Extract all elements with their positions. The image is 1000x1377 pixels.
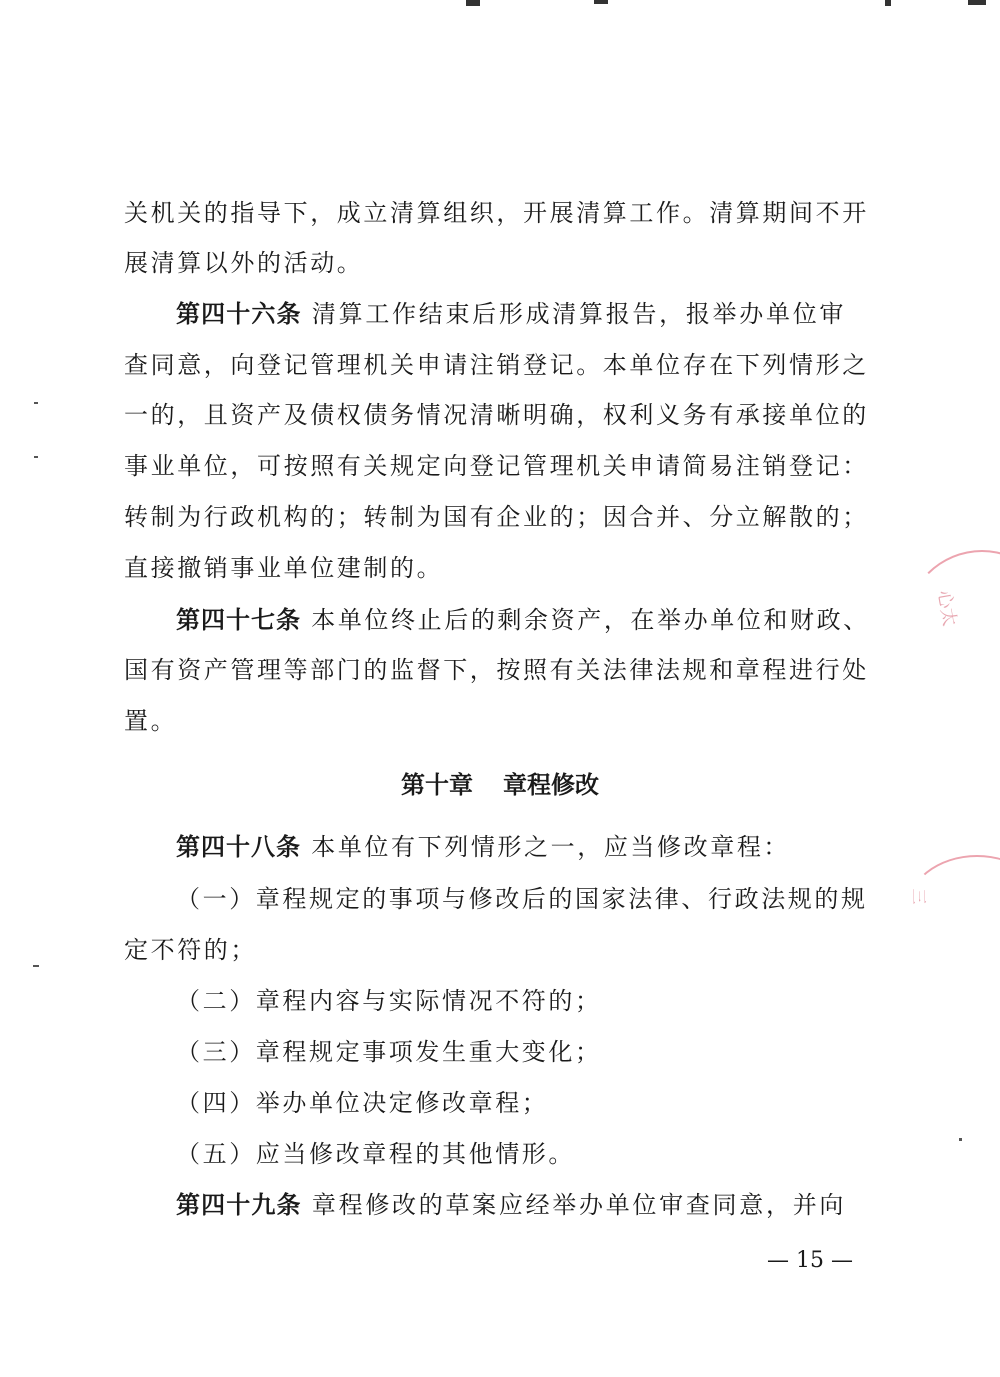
scan-speck — [34, 402, 38, 404]
article-49 — [176, 1188, 846, 1222]
text-line: 直接撤销事业单位建制的。 — [124, 554, 444, 582]
article-heading: 第四十九条 — [176, 1191, 302, 1219]
text-line: 置。 — [124, 707, 178, 735]
article-text: 章程修改的草案应经举办单位审查同意，并向 — [301, 1191, 847, 1219]
list-item: （四）举办单位决定修改章程； — [176, 1089, 549, 1117]
scan-speck — [34, 456, 38, 458]
article-text: 清算工作结束后形成清算报告，报举办单位审 — [301, 300, 847, 328]
document-page: 心太 三 关机关的指导下，成立清算组织，开展清算工作。清算期间不开 展清算以外的活动。 第四十六条 清算工作结束后形成清算报告，报举办单位审 查同意，向登记管理机关申请注销登记。本单位存在下列情形之 一的，且资产及债权债务情况清晰明确，权利义务有承接单位的 事业单位，可按照有关规定向登记管理机关申请简易注销登记： 转制为行政机构的；转制为国有企业的；因合并、分立解散的； 直接撤销事业单位建制的。 第四十七条 本单位终止后的剩余资产，在举办单位和财政、 国有资产管理等部门的监督下，按照有关法律法规和章程进行处 置。 第十章 章程修改 第四十八条 本单位有下列情形之一，应当修改章程： （一）章程规定的事项与修改后的国家法律、行政法规的规 定不符的； （二）章程内容与实际情况不符的； （三）章程规定事项发生重大变化； （四）举办单位决定修改章程； （五）应当修改章程的其他情形。 第四十九条 章程修改的草案应经举办单位审查同意，并向 — 15 — — [0, 0, 1000, 1377]
text-line: 展清算以外的活动。 — [124, 249, 364, 277]
article-heading: 第四十六条 — [176, 300, 302, 328]
text-line: 国有资产管理等部门的监督下，按照有关法律法规和章程进行处 — [124, 656, 869, 684]
list-item: （三）章程规定事项发生重大变化； — [176, 1038, 602, 1066]
scan-speck — [33, 965, 39, 967]
text-line: 一的，且资产及债权债务情况清晰明确，权利义务有承接单位的 — [124, 401, 869, 429]
scan-mark — [594, 0, 608, 4]
list-item: （五）应当修改章程的其他情形。 — [176, 1140, 575, 1168]
chapter-title: 章程修改 — [503, 771, 599, 799]
article-46 — [176, 297, 846, 331]
article-text: 本单位终止后的剩余资产，在举办单位和财政、 — [301, 606, 870, 634]
text-line: 事业单位，可按照有关规定向登记管理机关申请简易注销登记： — [124, 452, 869, 480]
chapter-number: 第十章 — [401, 771, 473, 799]
text-line: 关机关的指导下，成立清算组织，开展清算工作。清算期间不开 — [124, 199, 869, 227]
article-heading: 第四十八条 — [176, 833, 301, 861]
scan-mark — [466, 0, 480, 6]
article-text: 本单位有下列情形之一，应当修改章程： — [301, 833, 791, 861]
scan-mark — [968, 0, 986, 5]
list-item: （二）章程内容与实际情况不符的； — [176, 987, 602, 1015]
article-heading: 第四十七条 — [176, 606, 301, 634]
article-47 — [176, 603, 870, 637]
text-line: 查同意，向登记管理机关申请注销登记。本单位存在下列情形之 — [124, 351, 869, 379]
scan-mark — [885, 0, 891, 6]
page-number: — 15 — — [767, 1248, 853, 1273]
text-line: 转制为行政机构的；转制为国有企业的；因合并、分立解散的； — [124, 503, 869, 531]
list-item: （一）章程规定的事项与修改后的国家法律、行政法规的规 — [176, 885, 868, 913]
chapter-heading — [0, 768, 1000, 802]
scan-speck — [959, 1138, 962, 1141]
text-line: 定不符的； — [124, 936, 257, 964]
article-48 — [176, 830, 846, 864]
